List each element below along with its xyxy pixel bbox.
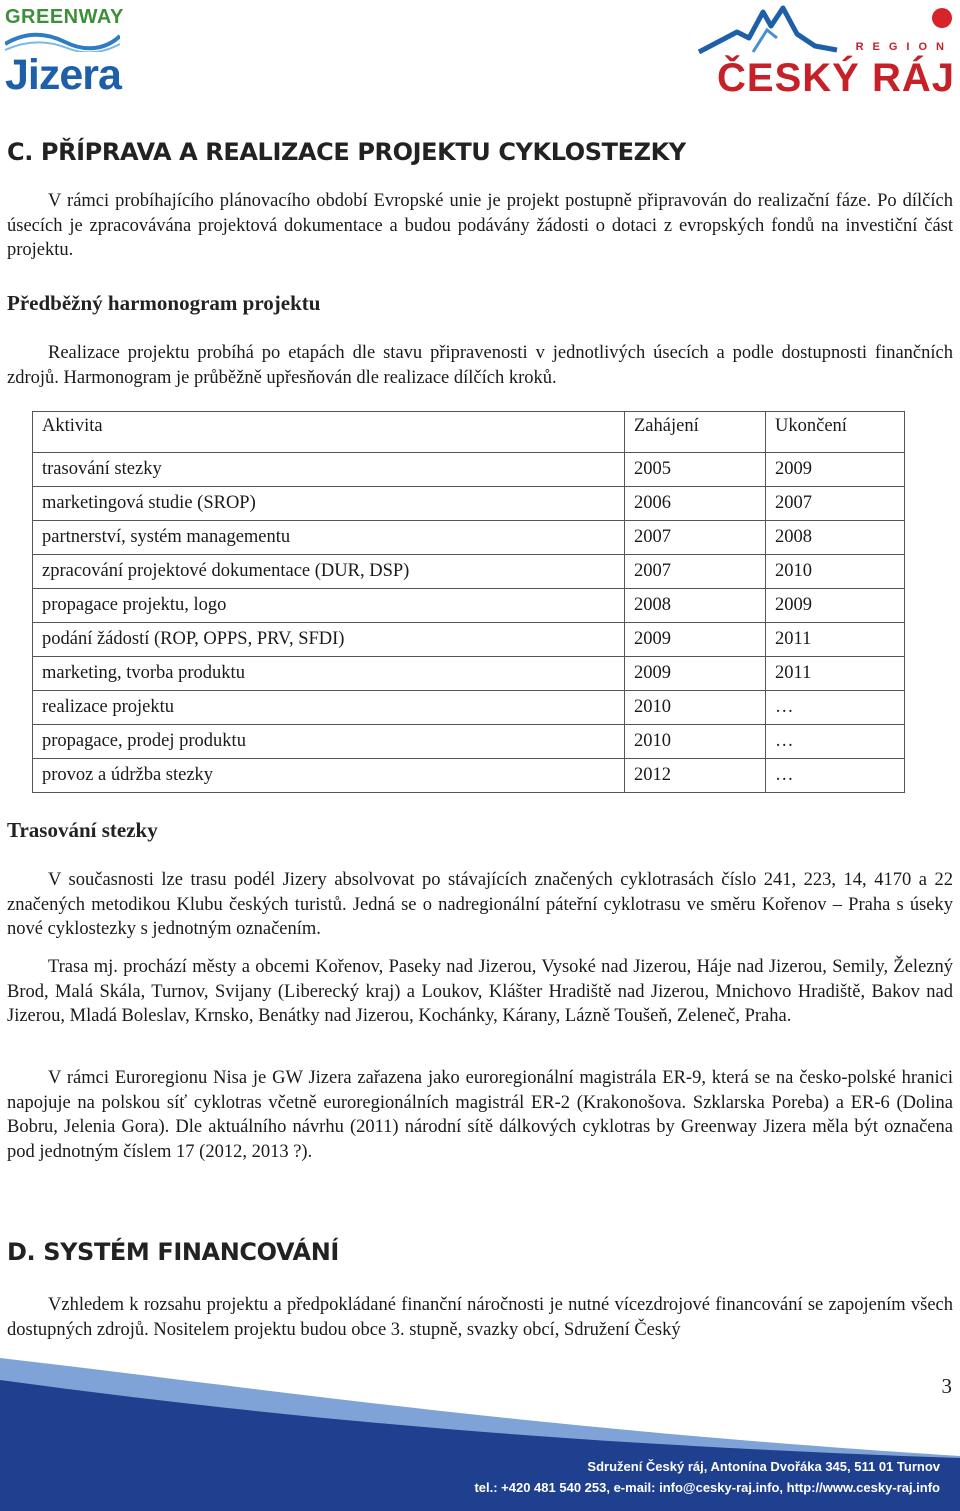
table-cell: marketingová studie (SROP) bbox=[33, 487, 625, 521]
table-cell: trasování stezky bbox=[33, 453, 625, 487]
jizera-logo-text: Jizera bbox=[5, 51, 121, 99]
table-cell: propagace, prodej produktu bbox=[33, 725, 625, 759]
table-cell: … bbox=[766, 759, 905, 793]
financing-text: Vzhledem k rozsahu projektu a předpokládané finanční náročnosti je nutné vícezdrojové financování se zapojením všech dostupných zdrojů. Nositelem projektu budou obce 3. stupně, svazky obcí, Sdružení Český bbox=[7, 1295, 953, 1340]
table-header-row bbox=[33, 412, 905, 453]
red-dot-icon bbox=[932, 8, 952, 28]
table-cell: 2007 bbox=[625, 555, 766, 589]
table-cell: 2008 bbox=[625, 589, 766, 623]
schedule-text: Realizace projektu probíhá po etapách dle stavu připravenosti v jednotlivých úsecích a podle dostupnosti finančních zdrojů. Harmonogram je průběžně upřesňován dle realizace dílčích kroků. bbox=[7, 343, 953, 388]
table-row bbox=[33, 691, 905, 725]
greenway-jizera-logo bbox=[5, 4, 124, 99]
table-cell: provoz a údržba stezky bbox=[33, 759, 625, 793]
section-c-title: C. PŘÍPRAVA A REALIZACE PROJEKTU CYKLOSTEZKY bbox=[7, 138, 686, 166]
footer-address: Sdružení Český ráj, Antonína Dvořáka 345, 511 01 Turnov bbox=[587, 1459, 940, 1474]
table-cell: 2009 bbox=[625, 623, 766, 657]
table-row bbox=[33, 589, 905, 623]
page-number: 3 bbox=[941, 1374, 952, 1398]
table-cell: 2008 bbox=[766, 521, 905, 555]
table-cell: 2010 bbox=[625, 691, 766, 725]
table-row bbox=[33, 725, 905, 759]
table-row bbox=[33, 623, 905, 657]
routing-paragraph-2: Trasa mj. prochází městy a obcemi Kořenov, Paseky nad Jizerou, Vysoké nad Jizerou, Háje nad Jizerou, Semily, Železný Brod, Malá Skála, Turnov, Svijany (Liberecký kraj) a Loukov, Klášter Hradiště nad Jizerou, Mnichovo Hradiště, Bakov nad Jizerou, Mladá Boleslav, Krnsko, Benátky nad Jizerou, Kochánky, Kárany, Lázně Toušeň, Zeleneč, Praha. bbox=[7, 957, 953, 1027]
wave-icon bbox=[5, 30, 120, 52]
table-row bbox=[33, 555, 905, 589]
table-row bbox=[33, 759, 905, 793]
table-cell: 2010 bbox=[625, 725, 766, 759]
table-cell: marketing, tvorba produktu bbox=[33, 657, 625, 691]
routing-heading: Trasování stezky bbox=[7, 818, 158, 842]
routing-paragraph-3: V rámci Euroregionu Nisa je GW Jizera zařazena jako euroregionální magistrála ER-9, která se na česko-polské hranici napojuje na polskou síť cyklotras včetně euroregionálních magistrál ER-2 (Krakonošova. Szklarska Poreba) a ER-6 (Dolina Bobru, Jelenia Gora). Dle aktuálního návrhu (2011) národní sítě dálkových cyklotras by Greenway Jizera měla být označena pod jednotným číslem 17 (2012, 2013 ?). bbox=[7, 1068, 953, 1163]
table-cell: 2009 bbox=[766, 453, 905, 487]
region-logo-text: REGION bbox=[855, 41, 953, 53]
schedule-heading: Předběžný harmonogram projektu bbox=[7, 291, 321, 315]
table-header-cell: Zahájení bbox=[625, 412, 766, 453]
table-cell: 2011 bbox=[766, 657, 905, 691]
table-header-cell: Ukončení bbox=[766, 412, 905, 453]
table-cell: 2006 bbox=[625, 487, 766, 521]
table-row bbox=[33, 487, 905, 521]
cesky-raj-logo bbox=[697, 4, 955, 100]
footer-contact: tel.: +420 481 540 253, e-mail: info@cesky-raj.info, http://www.cesky-raj.info bbox=[474, 1480, 940, 1495]
table-row bbox=[33, 521, 905, 555]
section-d-title: D. SYSTÉM FINANCOVÁNÍ bbox=[7, 1238, 339, 1266]
table-cell: 2010 bbox=[766, 555, 905, 589]
table-cell: 2007 bbox=[766, 487, 905, 521]
table-cell: 2012 bbox=[625, 759, 766, 793]
table-cell: podání žádostí (ROP, OPPS, PRV, SFDI) bbox=[33, 623, 625, 657]
section-c-intro: V rámci probíhajícího plánovacího období Evropské unie je projekt postupně připravován do realizační fáze. Po dílčích úsecích je zpracovávána projektová dokumentace a budou podávány žádosti o dotaci z evropských fondů na investiční část projektu. bbox=[7, 191, 953, 261]
table-cell: 2005 bbox=[625, 453, 766, 487]
table-row bbox=[33, 453, 905, 487]
table-header-cell: Aktivita bbox=[33, 412, 625, 453]
table-cell: 2009 bbox=[766, 589, 905, 623]
table-cell: realizace projektu bbox=[33, 691, 625, 725]
table-cell: 2009 bbox=[625, 657, 766, 691]
table-cell: zpracování projektové dokumentace (DUR, DSP) bbox=[33, 555, 625, 589]
table-cell: 2007 bbox=[625, 521, 766, 555]
table-row bbox=[33, 657, 905, 691]
schedule-table bbox=[32, 411, 905, 793]
table-cell: … bbox=[766, 691, 905, 725]
routing-paragraph-1: V současnosti lze trasu podél Jizery absolvovat po stávajících značených cyklotrasách číslo 241, 223, 14, 4170 a 22 značených metodikou Klubu českých turistů. Jedná se o nadregionální páteřní cyklotrasu ve směru Kořenov – Praha s úseky nové cyklostezky s jednotným označením. bbox=[7, 870, 953, 940]
table-cell: propagace projektu, logo bbox=[33, 589, 625, 623]
table-cell: 2011 bbox=[766, 623, 905, 657]
table-cell: partnerství, systém managementu bbox=[33, 521, 625, 555]
cesky-raj-logo-text: ČESKÝ RÁJ bbox=[717, 56, 955, 100]
greenway-logo-text: GREENWAY bbox=[5, 6, 124, 28]
table-cell: … bbox=[766, 725, 905, 759]
